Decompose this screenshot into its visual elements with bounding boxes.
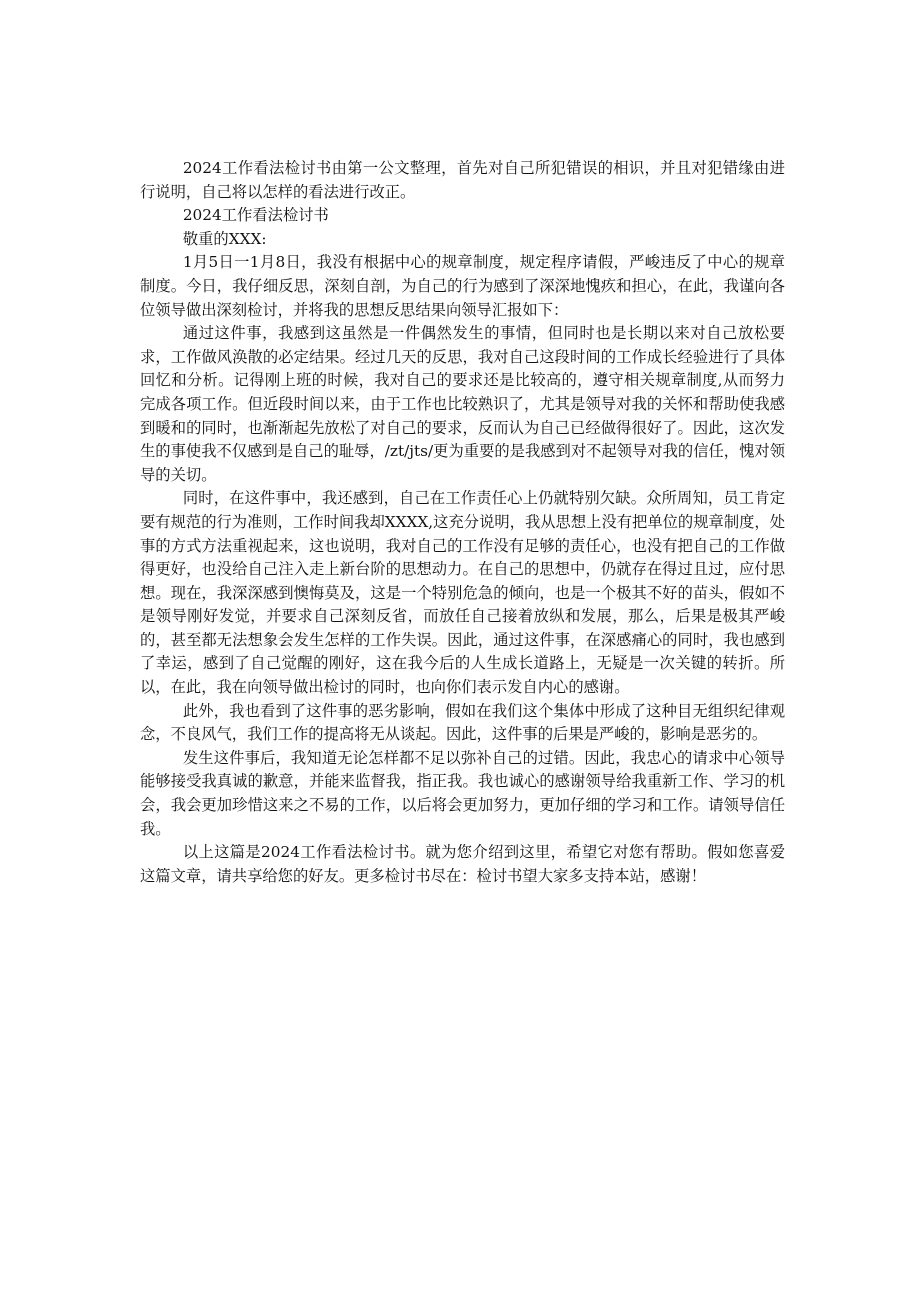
- closing-paragraph: 以上这篇是2024工作看法检讨书。就为您介绍到这里，希望它对您有帮助。假如您喜爱这篇文章，请共享给您的好友。更多检讨书尽在：检讨书望大家多支持本站，感谢！: [140, 843, 785, 885]
- salutation: 敬重的XXX:: [182, 229, 267, 248]
- document-body: [140, 157, 785, 888]
- document-title: 2024工作看法检讨书: [182, 206, 329, 225]
- body-paragraph: 通过这件事，我感到这虽然是一件偶然发生的事情，但同时也是长期以来对自己放松要求，工作做风涣散的必定结果。经过几天的反思，我对自己这段时间的工作成长经验进行了具体回忆和分析。记得刚上班的时候，我对自己的要求还是比较高的，遵守相关规章制度,从而努力完成各项工作。但近段时间以来，由于工作也比较熟识了，尤其是领导对我的关怀和帮助使我感到暖和的同时，也渐渐起先放松了对自己的要求，反而认为自己已经做得很好了。因此，这次发生的事使我不仅感到是自己的耻辱，/zt/jts/更为重要的是我感到对不起领导对我的信任，愧对领导的关切。: [140, 324, 785, 484]
- body-paragraph: 同时，在这件事中，我还感到，自己在工作责任心上仍就特别欠缺。众所周知，员工肯定要有规范的行为准则，工作时间我却XXXX,这充分说明，我从思想上没有把单位的规章制度，处事的方式方法重视起来，这也说明，我对自己的工作没有足够的责任心，也没有把自己的工作做得更好，也没给自己注入走上新台阶的思想动力。在自己的思想中，仍就存在得过且过，应付思想。现在，我深深感到懊悔莫及，这是一个特别危急的倾向，也是一个极其不好的苗头，假如不是领导刚好发觉，并要求自己深刻反省，而放任自己接着放纵和发展，那么，后果是极其严峻的，甚至都无法想象会发生怎样的工作失误。因此，通过这件事，在深感痛心的同时，我也感到了幸运，感到了自己觉醒的刚好，这在我今后的人生成长道路上，无疑是一次关键的转折。所以，在此，我在向领导做出检讨的同时，也向你们表示发自内心的感谢。: [140, 489, 786, 697]
- body-paragraph: 1月5日一1月8日，我没有根据中心的规章制度，规定程序请假，严峻违反了中心的规章制度。今日，我仔细反思，深刻自剖，为自己的行为感到了深深地愧疚和担心，在此，我谨向各位领导做出深刻检讨，并将我的思想反思结果向领导汇报如下：: [140, 253, 785, 319]
- intro-paragraph: 2024工作看法检讨书由第一公文整理，首先对自己所犯错误的相识，并且对犯错缘由进行说明，自己将以怎样的看法进行改正。: [140, 159, 785, 201]
- body-paragraph: 此外，我也看到了这件事的恶劣影响，假如在我们这个集体中形成了这种目无组织纪律观念，不良风气，我们工作的提高将无从谈起。因此，这件事的后果是严峻的，影响是恶劣的。: [140, 701, 785, 744]
- body-paragraph: 发生这件事后，我知道无论怎样都不足以弥补自己的过错。因此，我忠心的请求中心领导能够接受我真诚的歉意，并能来监督我，指正我。我也诚心的感谢领导给我重新工作、学习的机会，我会更加珍惜这来之不易的工作，以后将会更加努力，更加仔细的学习和工作。请领导信任我。: [140, 748, 785, 838]
